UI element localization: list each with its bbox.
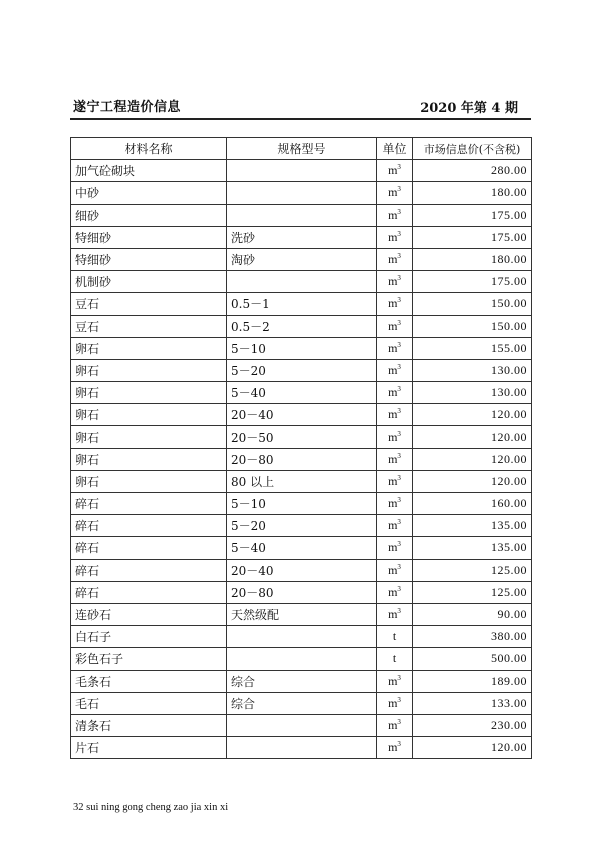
col-header-unit: 单位	[377, 138, 413, 160]
spec-cell	[227, 271, 377, 293]
table-row	[71, 160, 532, 182]
unit-symbol: m	[388, 385, 398, 400]
unit-cell	[377, 470, 413, 492]
unit-symbol: t	[392, 651, 397, 666]
price-cell: 130.00	[413, 382, 532, 404]
unit-symbol: m	[388, 296, 398, 311]
spec-cell: 综合	[227, 692, 377, 714]
spec-cell: 天然级配	[227, 603, 377, 625]
spec-cell	[227, 648, 377, 670]
price-cell: 135.00	[413, 537, 532, 559]
unit-symbol: m	[388, 229, 398, 244]
unit-symbol: m	[388, 496, 398, 511]
price-cell: 150.00	[413, 293, 532, 315]
material-name-cell: 碎石	[71, 515, 227, 537]
page-footer: 32 sui ning gong cheng zao jia xin xi	[73, 802, 229, 813]
unit-exponent: 3	[397, 740, 401, 749]
spec-cell: 0.5－2	[227, 315, 377, 337]
spec-cell: 淘砂	[227, 248, 377, 270]
price-cell: 125.00	[413, 559, 532, 581]
price-cell: 120.00	[413, 737, 532, 759]
table-row	[71, 737, 532, 759]
table-row	[71, 670, 532, 692]
spec-cell: 20－80	[227, 448, 377, 470]
table-row	[71, 404, 532, 426]
unit-symbol: m	[388, 274, 398, 289]
unit-symbol: m	[388, 451, 398, 466]
unit-symbol: m	[388, 584, 398, 599]
spec-cell	[227, 737, 377, 759]
price-table-body	[71, 160, 532, 759]
price-cell: 500.00	[413, 648, 532, 670]
unit-symbol: t	[392, 629, 397, 644]
price-cell: 120.00	[413, 426, 532, 448]
unit-cell	[377, 670, 413, 692]
material-name-cell: 碎石	[71, 581, 227, 603]
publication-title: 遂宁工程造价信息	[73, 100, 182, 115]
unit-cell	[377, 315, 413, 337]
unit-symbol: m	[388, 518, 398, 533]
unit-symbol: m	[388, 362, 398, 377]
unit-cell	[377, 581, 413, 603]
unit-cell	[377, 293, 413, 315]
price-cell: 150.00	[413, 315, 532, 337]
table-row	[71, 248, 532, 270]
unit-cell	[377, 515, 413, 537]
spec-cell	[227, 626, 377, 648]
table-row	[71, 315, 532, 337]
material-name-cell: 卵石	[71, 382, 227, 404]
header-row	[71, 138, 532, 160]
table-row	[71, 359, 532, 381]
spec-cell: 5－20	[227, 359, 377, 381]
issue-label: 2020 年第 4 期	[420, 101, 518, 116]
price-cell: 230.00	[413, 714, 532, 736]
price-cell: 155.00	[413, 337, 532, 359]
unit-symbol: m	[388, 429, 398, 444]
material-name-cell: 卵石	[71, 426, 227, 448]
table-row	[71, 470, 532, 492]
unit-exponent: 3	[397, 252, 401, 261]
material-name-cell: 机制砂	[71, 271, 227, 293]
material-name-cell: 特细砂	[71, 226, 227, 248]
unit-symbol: m	[388, 473, 398, 488]
spec-cell: 20－40	[227, 559, 377, 581]
unit-cell	[377, 382, 413, 404]
spec-cell: 0.5－1	[227, 293, 377, 315]
table-row	[71, 293, 532, 315]
unit-cell	[377, 626, 413, 648]
unit-exponent: 3	[397, 163, 401, 172]
unit-exponent: 3	[397, 584, 401, 593]
spec-cell	[227, 182, 377, 204]
price-cell: 180.00	[413, 248, 532, 270]
material-name-cell: 连砂石	[71, 603, 227, 625]
unit-exponent: 3	[397, 451, 401, 460]
price-cell: 120.00	[413, 448, 532, 470]
price-cell: 189.00	[413, 670, 532, 692]
price-cell: 125.00	[413, 581, 532, 603]
material-name-cell: 豆石	[71, 293, 227, 315]
unit-exponent: 3	[397, 673, 401, 682]
material-name-cell: 豆石	[71, 315, 227, 337]
table-row	[71, 448, 532, 470]
unit-exponent: 3	[397, 473, 401, 482]
col-header-price: 市场信息价(不含税)	[413, 138, 532, 160]
unit-symbol: m	[388, 340, 398, 355]
spec-cell: 5－10	[227, 493, 377, 515]
unit-cell	[377, 559, 413, 581]
unit-exponent: 3	[397, 562, 401, 571]
unit-cell	[377, 359, 413, 381]
price-cell: 380.00	[413, 626, 532, 648]
material-name-cell: 卵石	[71, 337, 227, 359]
spec-cell	[227, 204, 377, 226]
table-row	[71, 692, 532, 714]
unit-exponent: 3	[397, 274, 401, 283]
unit-symbol: m	[388, 673, 398, 688]
unit-cell	[377, 493, 413, 515]
unit-symbol: m	[388, 163, 398, 178]
table-row	[71, 648, 532, 670]
unit-cell	[377, 426, 413, 448]
unit-symbol: m	[388, 540, 398, 555]
material-name-cell: 细砂	[71, 204, 227, 226]
table-row	[71, 493, 532, 515]
unit-cell	[377, 603, 413, 625]
material-name-cell: 碎石	[71, 537, 227, 559]
table-row	[71, 226, 532, 248]
unit-exponent: 3	[397, 229, 401, 238]
price-cell: 135.00	[413, 515, 532, 537]
table-row	[71, 515, 532, 537]
unit-cell	[377, 404, 413, 426]
price-cell: 130.00	[413, 359, 532, 381]
price-table	[70, 137, 532, 759]
unit-symbol: m	[388, 740, 398, 755]
unit-exponent: 3	[397, 496, 401, 505]
spec-cell: 80 以上	[227, 470, 377, 492]
material-name-cell: 碎石	[71, 493, 227, 515]
unit-cell	[377, 271, 413, 293]
unit-exponent: 3	[397, 296, 401, 305]
unit-exponent: 3	[397, 695, 401, 704]
price-cell: 175.00	[413, 226, 532, 248]
table-row	[71, 204, 532, 226]
table-row	[71, 626, 532, 648]
spec-cell: 5－20	[227, 515, 377, 537]
spec-cell	[227, 160, 377, 182]
spec-cell: 综合	[227, 670, 377, 692]
unit-symbol: m	[388, 607, 398, 622]
table-row	[71, 581, 532, 603]
material-name-cell: 片石	[71, 737, 227, 759]
unit-cell	[377, 692, 413, 714]
unit-symbol: m	[388, 207, 398, 222]
material-name-cell: 卵石	[71, 448, 227, 470]
price-cell: 120.00	[413, 470, 532, 492]
unit-cell	[377, 226, 413, 248]
unit-cell	[377, 204, 413, 226]
material-name-cell: 加气砼砌块	[71, 160, 227, 182]
unit-exponent: 3	[397, 717, 401, 726]
unit-exponent: 3	[397, 318, 401, 327]
col-header-spec: 规格型号	[227, 138, 377, 160]
material-name-cell: 毛石	[71, 692, 227, 714]
spec-cell: 5－40	[227, 537, 377, 559]
unit-cell	[377, 448, 413, 470]
unit-symbol: m	[388, 407, 398, 422]
spec-cell: 20－40	[227, 404, 377, 426]
unit-exponent: 3	[397, 340, 401, 349]
material-name-cell: 清条石	[71, 714, 227, 736]
unit-symbol: m	[388, 717, 398, 732]
price-cell: 160.00	[413, 493, 532, 515]
price-cell: 180.00	[413, 182, 532, 204]
unit-symbol: m	[388, 562, 398, 577]
price-cell: 175.00	[413, 204, 532, 226]
unit-cell	[377, 337, 413, 359]
header-rule	[70, 118, 531, 120]
price-table-header	[71, 138, 532, 160]
material-name-cell: 碎石	[71, 559, 227, 581]
unit-exponent: 3	[397, 407, 401, 416]
unit-exponent: 3	[397, 607, 401, 616]
unit-cell	[377, 248, 413, 270]
unit-exponent: 3	[397, 362, 401, 371]
unit-cell	[377, 160, 413, 182]
material-name-cell: 卵石	[71, 404, 227, 426]
material-name-cell: 卵石	[71, 359, 227, 381]
spec-cell: 5－40	[227, 382, 377, 404]
unit-exponent: 3	[397, 518, 401, 527]
unit-cell	[377, 537, 413, 559]
unit-symbol: m	[388, 252, 398, 267]
unit-exponent: 3	[397, 185, 401, 194]
col-header-material-name: 材料名称	[71, 138, 227, 160]
price-cell: 133.00	[413, 692, 532, 714]
spec-cell: 洗砂	[227, 226, 377, 248]
material-name-cell: 白石子	[71, 626, 227, 648]
table-row	[71, 182, 532, 204]
unit-cell	[377, 714, 413, 736]
material-name-cell: 特细砂	[71, 248, 227, 270]
table-row	[71, 537, 532, 559]
material-name-cell: 中砂	[71, 182, 227, 204]
unit-cell	[377, 182, 413, 204]
material-name-cell: 彩色石子	[71, 648, 227, 670]
spec-cell	[227, 714, 377, 736]
spec-cell: 5－10	[227, 337, 377, 359]
unit-symbol: m	[388, 695, 398, 710]
table-row	[71, 603, 532, 625]
unit-exponent: 3	[397, 429, 401, 438]
table-row	[71, 714, 532, 736]
table-row	[71, 382, 532, 404]
table-row	[71, 271, 532, 293]
price-cell: 175.00	[413, 271, 532, 293]
table-row	[71, 559, 532, 581]
table-row	[71, 426, 532, 448]
price-cell: 120.00	[413, 404, 532, 426]
unit-symbol: m	[388, 185, 398, 200]
price-cell: 280.00	[413, 160, 532, 182]
spec-cell: 20－50	[227, 426, 377, 448]
unit-exponent: 3	[397, 385, 401, 394]
material-name-cell: 毛条石	[71, 670, 227, 692]
material-name-cell: 卵石	[71, 470, 227, 492]
spec-cell: 20－80	[227, 581, 377, 603]
unit-exponent: 3	[397, 540, 401, 549]
unit-symbol: m	[388, 318, 398, 333]
table-row	[71, 337, 532, 359]
unit-cell	[377, 648, 413, 670]
unit-exponent: 3	[397, 207, 401, 216]
price-cell: 90.00	[413, 603, 532, 625]
unit-cell	[377, 737, 413, 759]
